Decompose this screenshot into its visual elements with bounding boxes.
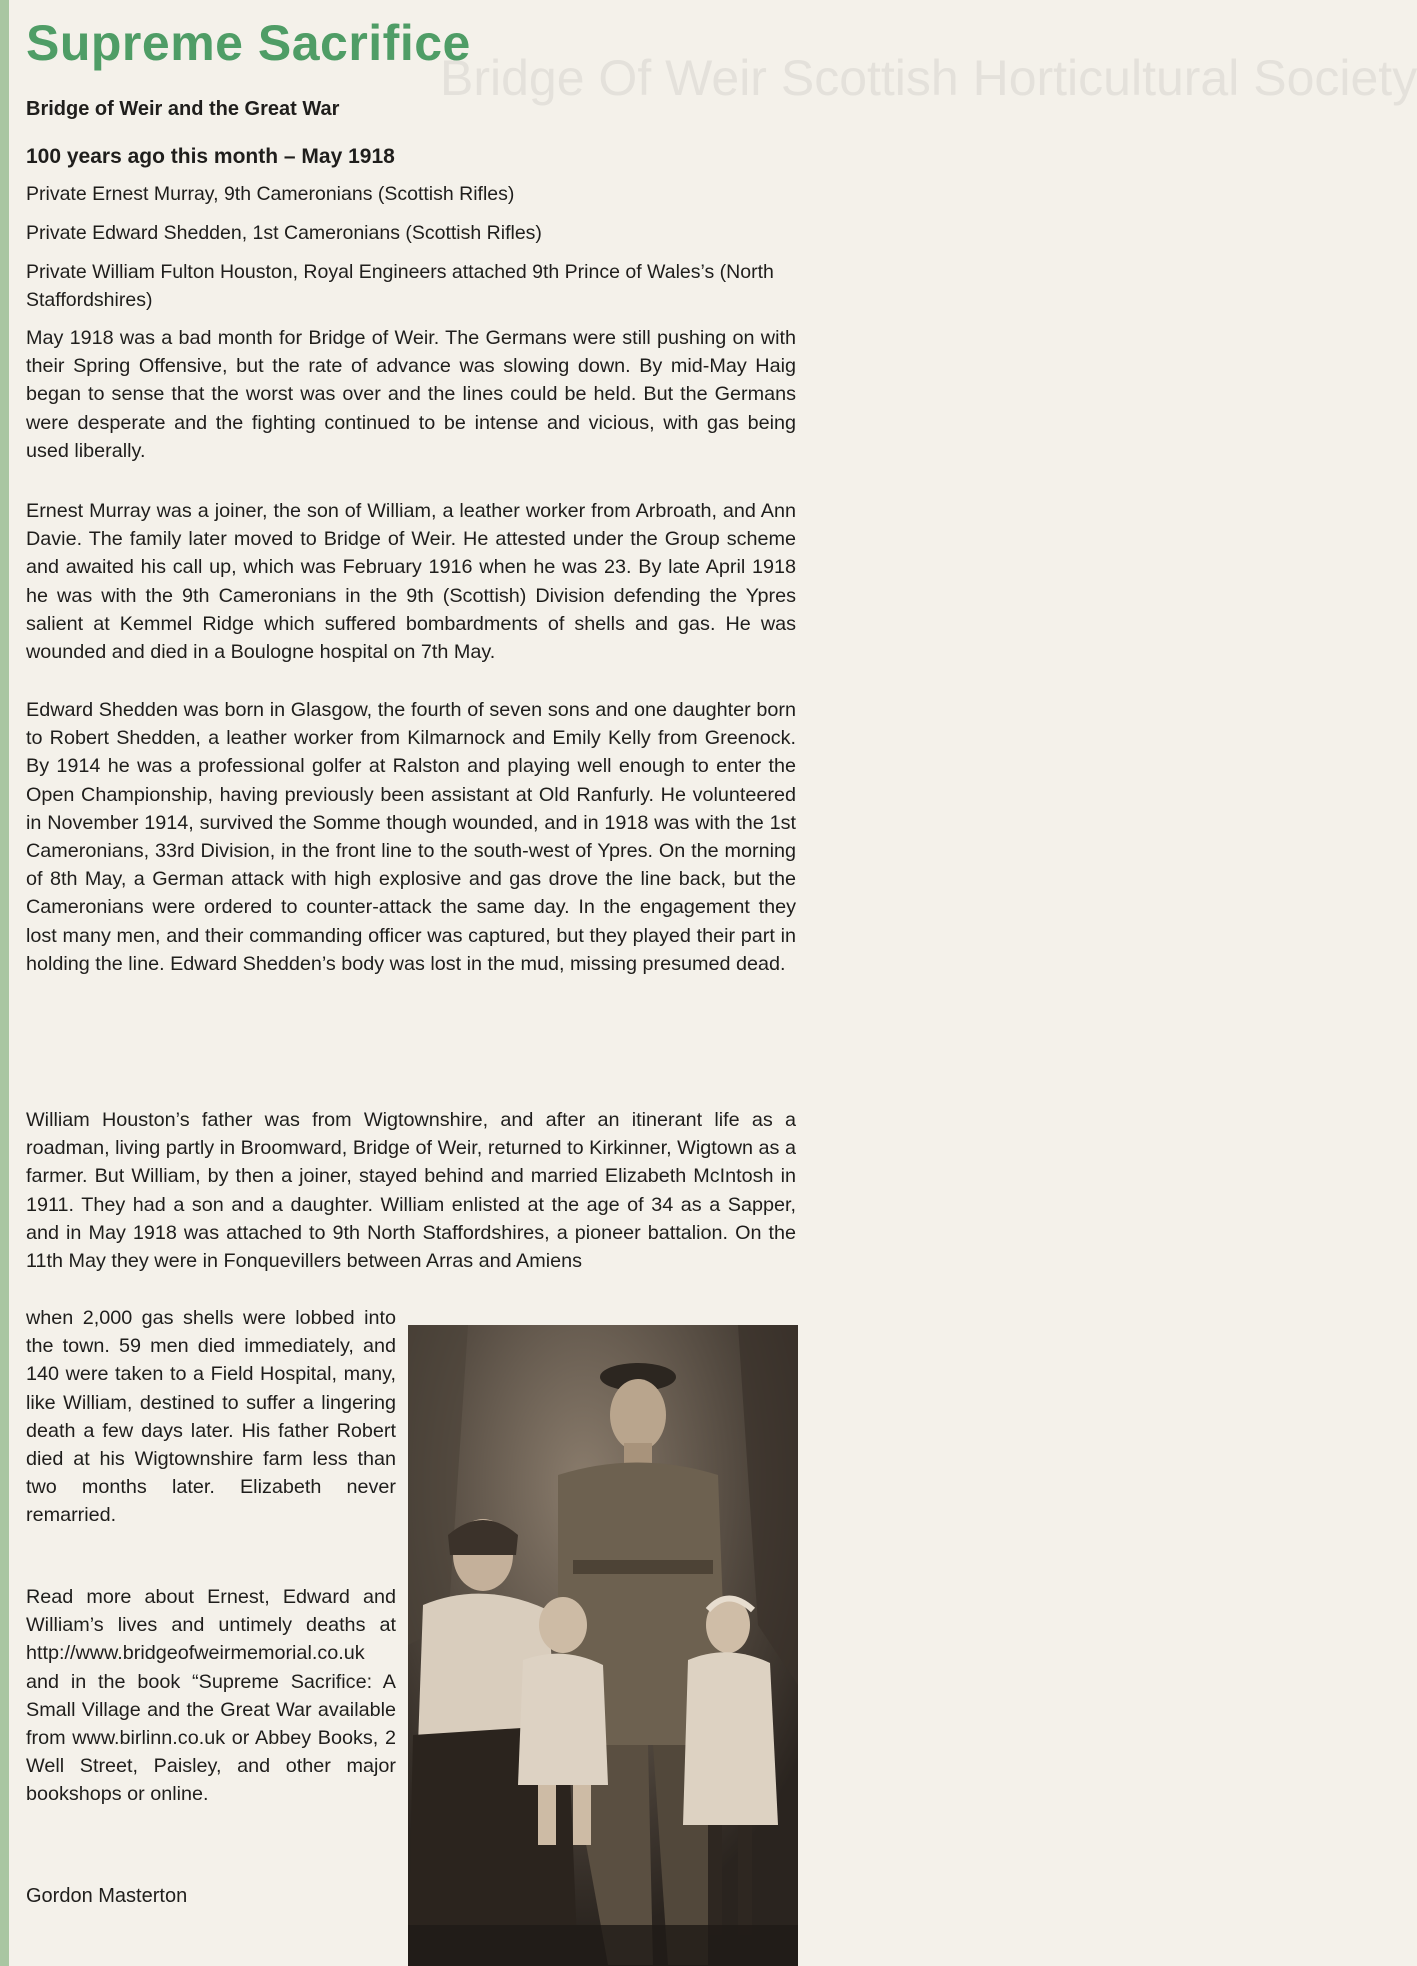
family-photograph — [408, 1325, 798, 1966]
body-paragraph: Edward Shedden was born in Glasgow, the fourth of seven sons and one daughter born to Robert Shedden, a leather worker from Kilmarnock and Emily Kelly from Greenock. By 1914 he was a professional golfer at Ralston and playing well enough to enter the Open Championship, having previously been assistant at Old Ranfurly. He volunteered in November 1914, survived the Somme though wounded, and in 1918 was with the 1st Cameronians, 33rd Division, in the front line to the south-west of Ypres. On the morning of 8th May, a German attack with high explosive and gas drove the line back, but the Cameronians were ordered to counter-attack the same day. In the engagement they lost many men, and their commanding officer was captured, but they played their part in holding the line. Edward Shedden’s body was lost in the mud, missing presumed dead. — [26, 699, 796, 975]
month-heading: 100 years ago this month – May 1918 — [26, 145, 395, 168]
read-more-paragraph: Read more about Ernest, Edward and William’s lives and untimely deaths at http://www.bridgeofweirmemorial.co.uk and in the book “Supreme Sacrifice: A Small Village and the Great War available from www.birlinn.co.uk or Abbey Books, 2 Well Street, Paisley, and other major bookshops or online. — [26, 1586, 396, 1806]
soldier-entry: Private Edward Shedden, 1st Cameronians (Scottish Rifles) — [26, 222, 542, 244]
family-photograph-icon — [408, 1325, 798, 1966]
article-subtitle: Bridge of Weir and the Great War — [26, 98, 340, 120]
left-accent-rule — [0, 0, 9, 1966]
body-paragraph: May 1918 was a bad month for Bridge of Weir. The Germans were still pushing on with their Spring Offensive, but the rate of advance was slowing down. By mid-May Haig began to sense that the worst was over and the lines could be held. But the Germans were desperate and the fighting continued to be intense and vicious, with gas being used liberally. — [26, 327, 796, 462]
body-paragraph: William Houston’s father was from Wigtownshire, and after an itinerant life as a roadman, living partly in Broomward, Bridge of Weir, returned to Kirkinner, Wigtown as a farmer. But William, by then a joiner, stayed behind and married Elizabeth McIntosh in 1911. They had a son and a daughter. William enlisted at the age of 34 as a Sapper, and in May 1918 was attached to 9th North Staffordshires, a pioneer battalion. On the 11th May they were in Fonquevillers between Arras and Amiens — [26, 1109, 796, 1273]
author-byline: Gordon Masterton — [26, 1885, 188, 1907]
show-through-text: Bridge Of Weir Scottish Horticultural Society — [440, 50, 1417, 106]
page-title: Supreme Sacrifice — [26, 15, 471, 71]
soldier-entry: Private Ernest Murray, 9th Cameronians (Scottish Rifles) — [26, 183, 515, 205]
body-paragraph-continued: when 2,000 gas shells were lobbed into the town. 59 men died immediately, and 140 were taken to a Field Hospital, many, like William, destined to suffer a lingering death a few days later. His father Robert died at his Wigtownshire farm less than two months later. Elizabeth never remarried. — [26, 1307, 396, 1527]
body-paragraph: Ernest Murray was a joiner, the son of William, a leather worker from Arbroath, and Ann Davie. The family later moved to Bridge of Weir. He attested under the Group scheme and awaited his call up, which was February 1916 when he was 23. By late April 1918 he was with the 9th Cameronians in the 9th (Scottish) Division defending the Ypres salient at Kemmel Ridge which suffered bombardments of shells and gas. He was wounded and died in a Boulogne hospital on 7th May. — [26, 500, 796, 664]
soldier-entry: Private William Fulton Houston, Royal Engineers attached 9th Prince of Wales’s (North Staffordshires) — [26, 261, 774, 311]
